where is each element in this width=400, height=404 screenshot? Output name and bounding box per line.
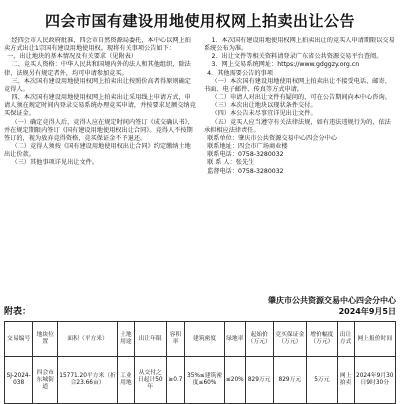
- section-heading: 一、出让地块的基本情况及有关要求（见附表）: [7, 53, 138, 61]
- section-heading: 4．其他需要公告的事项: [207, 69, 273, 77]
- contact-address: 联系地址：四会市广场商业楼: [207, 143, 288, 151]
- paragraph: 四、本次国有建设用地使用权网上拍卖出让采用线上申请方式，申请人须在规定时间内登录交易系统办理竞买申请，并按要求足额交纳竞买保证金。: [4, 94, 196, 118]
- left-column: [4, 37, 196, 291]
- table-cell: 829万元: [273, 357, 306, 404]
- paragraph: 三、本次国有建设用地使用权网上拍卖出让按照价高者得原则确定竞得人。: [4, 77, 191, 93]
- attachment-label: 附表：: [4, 307, 32, 317]
- issue-date: 2024年9月5日: [338, 307, 396, 316]
- table-cell: 工业用地: [117, 357, 134, 404]
- footer: [4, 295, 396, 317]
- paragraph: （四）本公告未尽事宜详见出让文件。: [211, 110, 317, 118]
- table-header: 网上报价时间: [354, 322, 395, 357]
- page-title: 四会市国有建设用地使用权网上拍卖出让公告: [44, 12, 355, 30]
- table-cell: SJ-2024-038: [5, 357, 33, 404]
- table-header: 增价幅度（万元）: [307, 322, 338, 357]
- paragraph: （二）申请人对出让文件有疑问的，可在公告期间向本中心咨询。: [211, 94, 391, 102]
- table-header: 交易编号: [5, 322, 33, 357]
- issuer-block: [268, 295, 396, 317]
- table-cell: ≤20%: [224, 357, 245, 404]
- paragraph: 2．出让文件等相关资料请登录广东省公共资源交易平台查阅。: [211, 53, 383, 61]
- table-cell: 2024年9月30日9时30分: [354, 357, 395, 404]
- paragraph: 1．本次国有建设用地使用权网上拍卖出让的竞买人申请期限以交易系统公布为准。: [204, 37, 395, 53]
- table-row: [5, 357, 396, 404]
- table-header-row: [5, 322, 396, 357]
- paragraph: （一）本次国有建设用地使用权网上拍卖出让不接受电话、邮寄、书面、电子邮件、传真等方式申请。: [204, 77, 391, 93]
- table-cell: 15771.20平方米（折合23.66亩）: [58, 357, 118, 404]
- table-header: 绿地率: [224, 322, 245, 357]
- contact-unit: 联系单位：肇庆市公共资源交易中心四会分中心: [207, 134, 338, 142]
- table-cell: 5万元: [307, 357, 338, 404]
- table-cell: 35%≤建筑密度≤60%: [185, 357, 225, 404]
- table-header: 出让年限: [134, 322, 166, 357]
- paragraph: 经四会市人民政府批准，四会市自然资源局委托，本中心以网上拍卖方式出让1宗国有建设用地使用权。现将有关事项公告如下：: [4, 37, 191, 53]
- contact-person: 联 系 人：张先生: [207, 159, 255, 167]
- paragraph: （三）其他事项详见出让文件。: [11, 159, 99, 167]
- table-cell: 829万元: [245, 357, 273, 404]
- table-header: 起始价（万元）: [245, 322, 273, 357]
- contact-phone: 联系电话：0758-3280032: [207, 151, 284, 159]
- table-header: 地块位置: [33, 322, 58, 357]
- table-header: 建筑密度: [185, 322, 225, 357]
- parcel-table: [4, 321, 396, 404]
- paragraph: （二）竞得人须按《国有建设用地使用权出让合同》约定缴纳土地出让价款。: [4, 143, 191, 159]
- table-header: 土地用途: [117, 322, 134, 357]
- issuer-name: 肇庆市公共资源交易中心四会分中心: [268, 296, 396, 305]
- table-header: 容积率: [166, 322, 185, 357]
- table-header: 竞买保证金（万元）: [273, 322, 306, 357]
- paragraph: （三）本次出让地块以现状条件交付。: [211, 102, 317, 110]
- table-cell: 从交付之日起计50年: [134, 357, 166, 404]
- paragraph: 二、竞买人资格：中华人民共和国境内外的法人和其他组织，除法律、法规另有规定者外，均可申请参加竞买。: [4, 61, 191, 77]
- table-cell: ≥0.7: [166, 357, 185, 404]
- paragraph: （五）竞买人应当遵守有关法律法规，如有违法违规行为的，依法承担相应法律责任。: [204, 118, 391, 134]
- paragraph: 3．网上交易系统网址：https://www.gdggzy.org.cn: [211, 61, 360, 69]
- supervision-phone: 监督电话：0758-3280032: [207, 167, 284, 175]
- body-columns: [4, 37, 396, 291]
- table-header: 面积（平方米）: [58, 322, 118, 357]
- table-cell: 四会市东城街道: [33, 357, 58, 404]
- right-column: [204, 37, 396, 291]
- table-cell: 网上拍卖: [337, 357, 354, 404]
- paragraph: （一）确定竞得人后，竞得人应在规定时间内签订《成交确认书》，并在规定期限内签订《国有建设用地使用权出让合同》。竞得人不按期签订的，视为放弃竞得资格，竞买保证金不予退还。: [4, 118, 194, 142]
- table-header: 出让方式: [337, 322, 354, 357]
